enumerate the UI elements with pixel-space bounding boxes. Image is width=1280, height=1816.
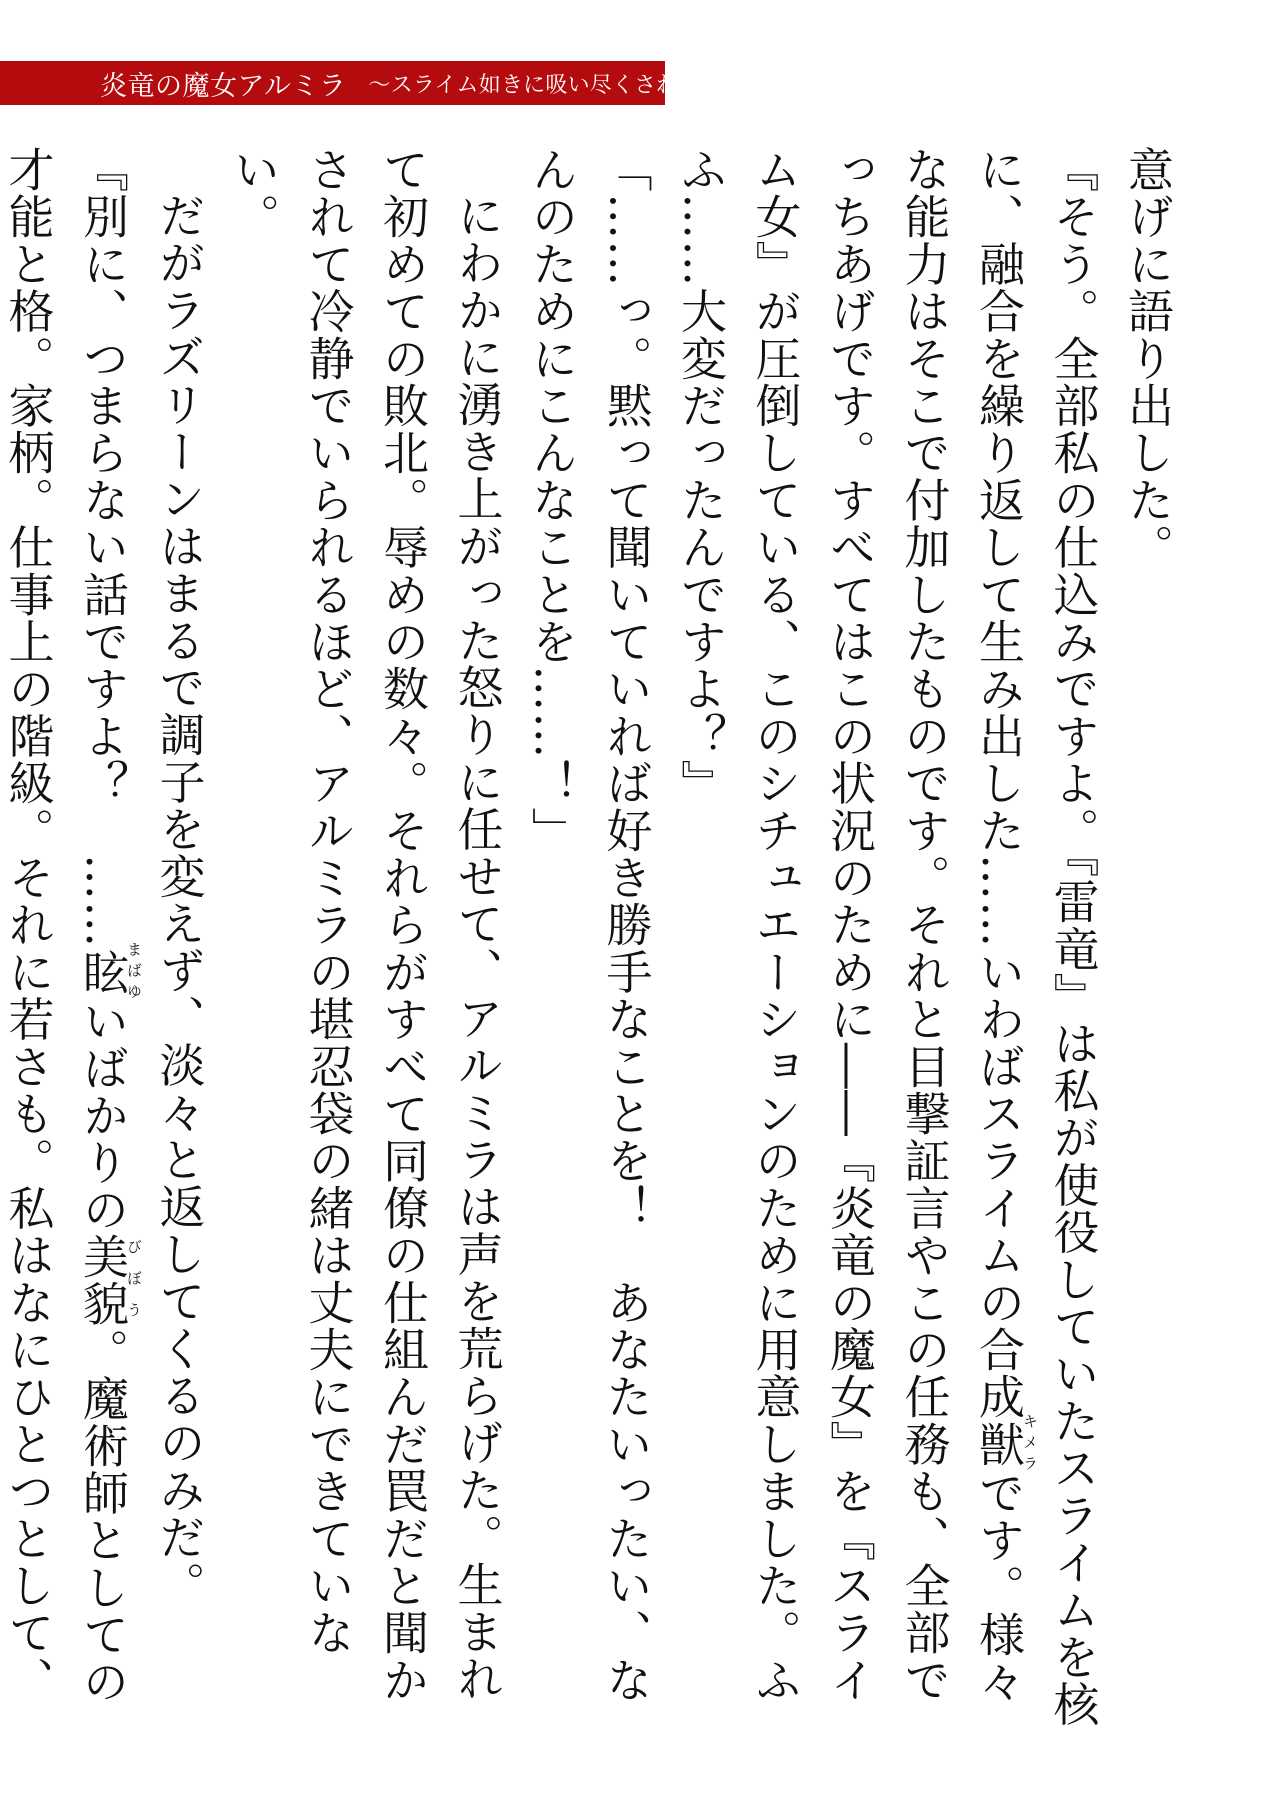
text-run: 。魔術師としての才能と格。家柄。仕事上の階級。それに若さも。私はなにひとつとして、: [1, 146, 130, 1706]
paragraph: [1111, 146, 1186, 1736]
text-run: だがラズリーンはまるで調子を変えず、淡々と返してくるのみだ。: [152, 192, 207, 1608]
ruby-reading: キメラ: [1021, 1413, 1039, 1477]
text-run: にわかに湧き上がった怒りに任せて、アルミラは声を荒らげた。生まれて初めての敗北。辱めの数々。それらがすべて同僚の仕組んだ罠だと聞かされて冷静でいられるほど、アルミラの堪忍袋の緒は丈夫にできていない。: [227, 146, 505, 1704]
running-header-bar: [0, 61, 723, 105]
text-run: 『そう。全部私の仕込みですよ。『雷竜』は私が使役していたスライムを核に、融合を繰り返して生み出した……いわばスライムの合成: [972, 146, 1101, 1728]
text-run: 『別に、つまらない話ですよ？ ……: [76, 146, 130, 949]
ruby-base: 獣: [972, 1413, 1026, 1477]
ruby-annotation: [76, 941, 143, 1005]
text-run: 「……っ。黙って聞いていれば好き勝手なことを！ あなたいったい、なんのためにこんなことを……！」: [525, 146, 654, 1704]
text-run: いばかりの: [76, 997, 130, 1234]
paragraph: [664, 146, 1111, 1736]
ruby-annotation: [76, 1233, 143, 1328]
ruby-reading: まばゆ: [125, 941, 143, 1005]
paragraph: [217, 146, 515, 1736]
ruby-base: 美貌: [76, 1233, 130, 1328]
book-title: 炎竜の魔女アルミラ: [100, 70, 347, 102]
paragraph: [0, 146, 142, 1736]
text-run: 意げに語り出した。: [1121, 146, 1175, 571]
book-subtitle: 〜スライム如きに吸い尽くされて〜: [368, 72, 723, 98]
ruby-base: 眩: [76, 941, 130, 1005]
ruby-reading: びぼう: [125, 1233, 143, 1328]
paragraph: [142, 146, 217, 1736]
vertical-body-text: [1, 146, 1185, 1736]
text-run: です。様々な能力はそこで付加したものです。それと目撃証言やこの任務も、全部でっちあげです。すべてはこの状況のために――『炎竜の魔女』を『スライム女』が圧倒している、このシチュエーションのために用意しました。ふふ……大変だったんですよ？』: [674, 146, 1026, 1706]
ruby-annotation: [972, 1413, 1039, 1477]
paragraph: [515, 146, 664, 1736]
